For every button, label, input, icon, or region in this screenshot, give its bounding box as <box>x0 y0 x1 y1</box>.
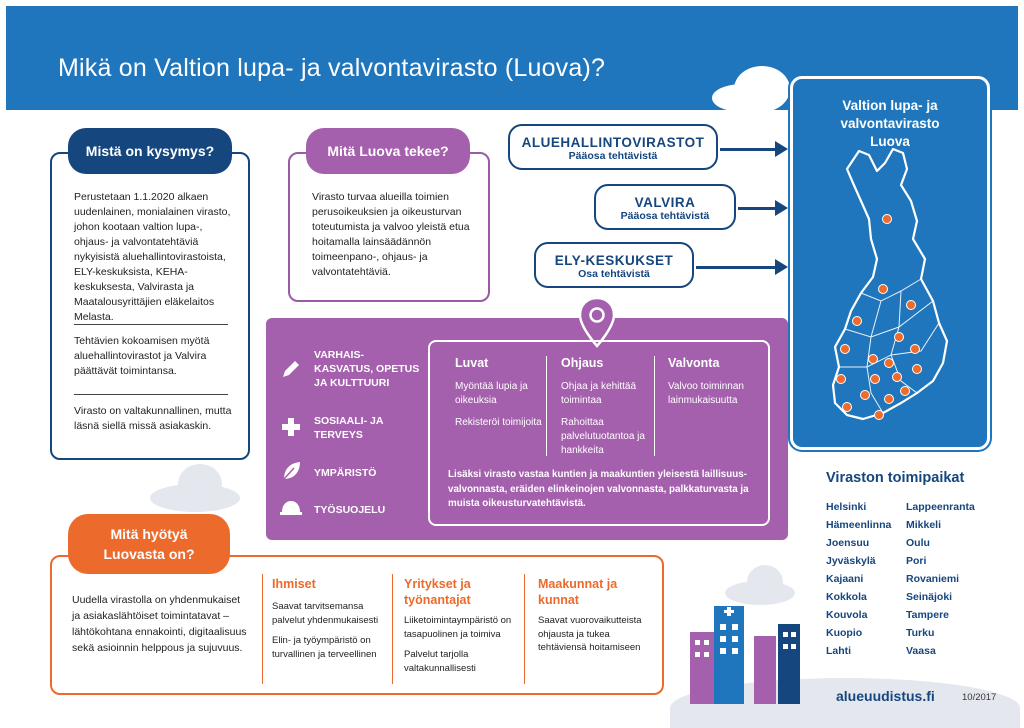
locations-title: Viraston toimipaikat <box>826 470 965 486</box>
agency-ely <box>534 242 694 288</box>
agency-aluehallintovirastot <box>508 124 718 170</box>
divider <box>546 356 547 456</box>
location-item: Jyväskylä <box>826 555 876 567</box>
location-item: Oulu <box>906 537 930 549</box>
divider <box>74 394 228 395</box>
benefit-col-item: Liiketoimintaympäristö on tasapuolinen ja toimiva <box>404 615 512 640</box>
footer-date: 10/2017 <box>962 692 997 703</box>
arrow-icon <box>696 266 776 269</box>
pencil-icon <box>280 358 302 380</box>
question-paragraph-3: Virasto on valtakunnallinen, mutta läsnä siellä missä asiakaskin. <box>74 405 232 432</box>
what-heading: Mitä Luova tekee? <box>306 128 470 174</box>
location-item: Hämeenlinna <box>826 519 892 531</box>
sector-label: TYÖSUOJELU <box>314 504 386 516</box>
sector-label: VARHAIS- KASVATUS, OPETUS JA KULTTUURI <box>314 349 420 389</box>
function-item: Rahoittaa palvelutuotantoa ja hankkeita <box>561 417 645 456</box>
sector-label: SOSIAALI- JA TERVEYS <box>314 415 384 441</box>
benefit-col-title: Ihmiset <box>272 577 316 591</box>
function-item: Myöntää lupia ja oikeuksia <box>455 381 528 406</box>
benefit-col-item: Saavat tarvitsemansa palvelut yhdenmukaisesti <box>272 601 379 626</box>
benefit-intro: Uudella virastolla on yhdenmukaiset ja asiakaslähtöiset toimintatavat – lähtökohtana ennakointi, digitaalisuus sekä asioinnin helppous ja sujuvuus. <box>72 594 247 654</box>
leaf-icon <box>280 460 302 482</box>
location-item: Helsinki <box>826 501 867 513</box>
divider <box>74 324 228 325</box>
divider <box>392 574 393 684</box>
cloud-decoration <box>725 565 805 605</box>
function-item: Ohjaa ja kehittää toimintaa <box>561 381 637 406</box>
agency-name: VALVIRA <box>634 195 696 210</box>
divider <box>654 356 655 456</box>
agency-sub: Pääosa tehtävistä <box>620 210 710 222</box>
location-list-2 <box>906 498 975 660</box>
functions-note: Lisäksi virasto vastaa kuntien ja maakuntien yleisestä laillisuus-valvonnasta, eräiden elinkeinojen valvonnasta, palkkaturvasta ja muista oikeusturvatehtävistä. <box>448 469 749 509</box>
location-item: Rovaniemi <box>906 573 960 585</box>
location-item: Joensuu <box>826 537 870 549</box>
location-list-1 <box>826 498 891 660</box>
what-box <box>288 152 490 302</box>
question-box <box>50 152 250 460</box>
question-paragraph-1: Perustetaan 1.1.2020 alkaen uudenlainen, monialainen virasto, johon kootaan valtion lupa-, ohjaus- ja valvontatehtäviä nykyisistä aluehallintovirastoista, ELY-keskuksista, KEHA-keskuksesta, Valvirasta ja Maatalousyrittäjien eläkelaitos Melasta. <box>74 191 231 323</box>
agency-sub: Pääosa tehtävistä <box>568 150 658 162</box>
map-title: Valtion lupa- ja valvontavirasto Luova <box>840 98 940 149</box>
benefit-col-item: Palvelut tarjolla valtakunnallisesti <box>404 649 476 674</box>
location-item: Lappeenranta <box>906 501 975 513</box>
function-item: Rekisteröi toimijoita <box>455 417 542 428</box>
location-item: Turku <box>906 627 935 639</box>
location-item: Tampere <box>906 609 949 621</box>
arrow-icon <box>738 207 776 210</box>
location-item: Pori <box>906 555 927 567</box>
question-paragraph-2: Tehtävien kokoamisen myötä aluehallintovirastot ja Valvira päättävät toimintansa. <box>74 335 210 377</box>
buildings-illustration <box>688 604 804 704</box>
location-item: Kouvola <box>826 609 868 621</box>
agency-name: ELY-KESKUKSET <box>554 253 674 268</box>
what-text: Virasto turvaa alueilla toimien perusoikeuksien ja oikeusturvan toteutumista ja valvoo yleistä etua hoitamalla lainsäädännön toimeenpano-, ohjaus- ja valvontatehtäviä. <box>312 191 470 278</box>
map-panel <box>790 76 990 450</box>
location-item: Mikkeli <box>906 519 942 531</box>
benefit-col-title: Maakunnat ja kunnat <box>538 577 618 607</box>
location-item: Kokkola <box>826 591 867 603</box>
hardhat-icon <box>279 496 303 518</box>
arrow-icon <box>720 148 776 151</box>
divider <box>524 574 525 684</box>
agency-valvira <box>594 184 736 230</box>
agency-name: ALUEHALLINTOVIRASTOT <box>521 135 705 150</box>
agency-sub: Osa tehtävistä <box>578 268 650 280</box>
function-title: Luvat <box>455 356 489 370</box>
sector-label: YMPÄRISTÖ <box>314 467 377 479</box>
divider <box>262 574 263 684</box>
benefit-heading: Mitä hyötyä Luovasta on? <box>68 514 230 574</box>
function-item: Valvoo toiminnan lainmukaisuutta <box>668 381 744 406</box>
location-item: Seinäjoki <box>906 591 953 603</box>
benefit-col-item: Elin- ja työympäristö on turvallinen ja terveellinen <box>272 635 377 660</box>
function-title: Ohjaus <box>561 356 604 370</box>
cross-icon <box>280 416 302 438</box>
function-title: Valvonta <box>668 356 720 370</box>
question-heading: Mistä on kysymys? <box>68 128 232 174</box>
finland-map <box>821 141 971 441</box>
cloud-decoration <box>150 462 250 512</box>
page-title: Mikä on Valtion lupa- ja valvontavirasto (Luova)? <box>58 54 606 82</box>
location-item: Kajaani <box>826 573 864 585</box>
benefit-col-item: Saavat vuorovaikutteista ohjausta ja tukea tehtäviensä hoitamiseen <box>538 615 642 653</box>
benefit-col-title: Yritykset ja työnantajat <box>404 577 471 607</box>
footer-site: alueuudistus.fi <box>836 688 935 704</box>
location-item: Vaasa <box>906 645 936 657</box>
location-item: Lahti <box>826 645 852 657</box>
location-item: Kuopio <box>826 627 863 639</box>
